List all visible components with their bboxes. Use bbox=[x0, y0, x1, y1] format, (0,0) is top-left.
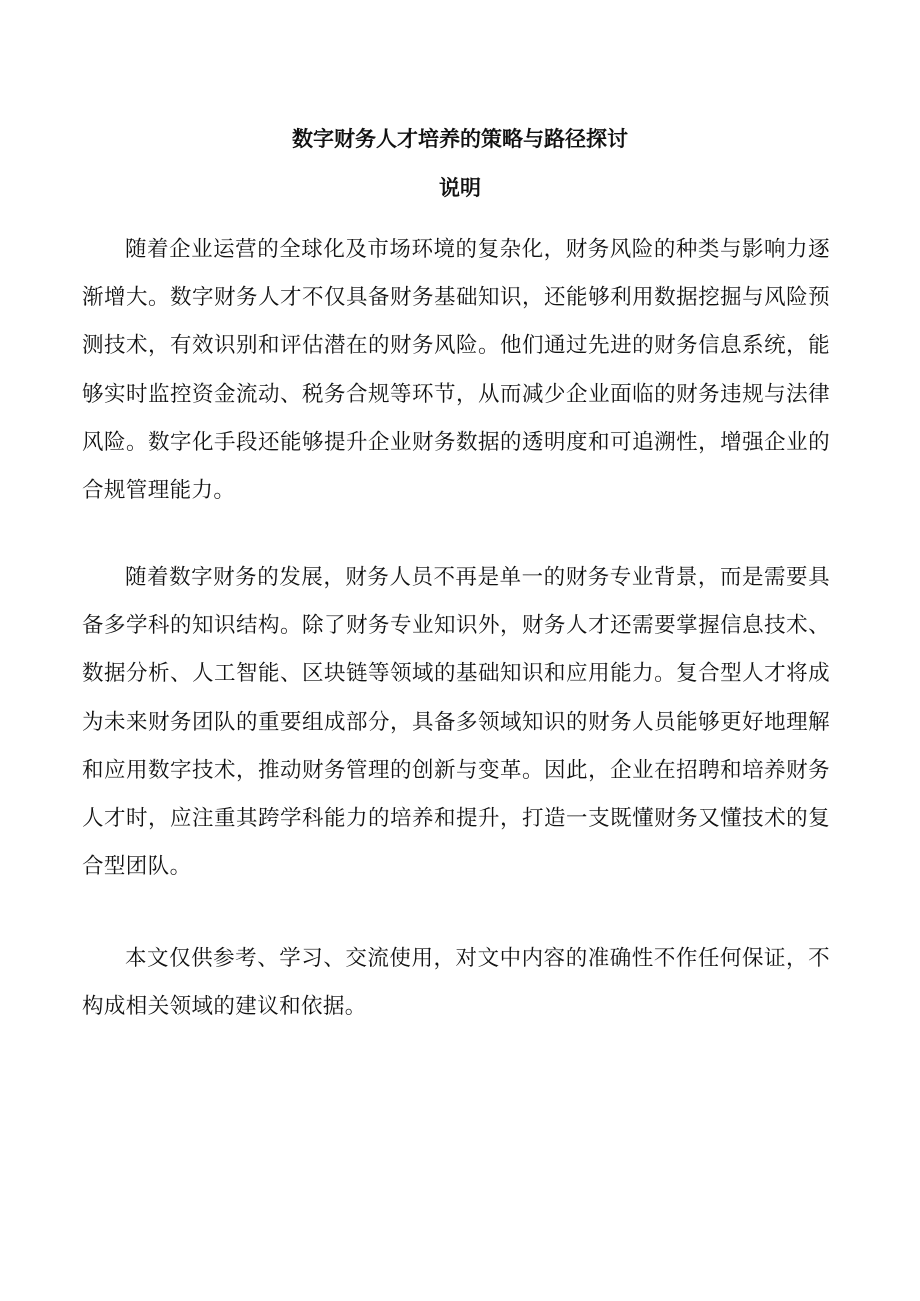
document-title: 数字财务人才培养的策略与路径探讨 bbox=[292, 127, 628, 151]
paragraph-1: 随着企业运营的全球化及市场环境的复杂化，财务风险的种类与影响力逐渐增大。数字财务人才不仅具备财务基础知识，还能够利用数据挖掘与风险预测技术，有效识别和评估潜在的财务风险。他们通过先进的财务信息系统，能够实时监控资金流动、税务合规等环节，从而减少企业面临的财务违规与法律风险。数字化手段还能够提升企业财务数据的透明度和可追溯性，增强企业的合规管理能力。 bbox=[82, 237, 830, 504]
paragraph-2: 随着数字财务的发展，财务人员不再是单一的财务专业背景，而是需要具备多学科的知识结构。除了财务专业知识外，财务人才还需要掌握信息技术、数据分析、人工智能、区块链等领域的基础知识和应用能力。复合型人才将成为未来财务团队的重要组成部分，具备多领域知识的财务人员能够更好地理解和应用数字技术，推动财务管理的创新与变革。因此，企业在招聘和培养财务人才时，应注重其跨学科能力的培养和提升，打造一支既懂财务又懂技术的复合型团队。 bbox=[82, 565, 830, 880]
section-heading: 说明 bbox=[439, 176, 481, 200]
disclaimer-paragraph: 本文仅供参考、学习、交流使用，对文中内容的准确性不作任何保证，不构成相关领域的建议和依据。 bbox=[82, 946, 830, 1020]
